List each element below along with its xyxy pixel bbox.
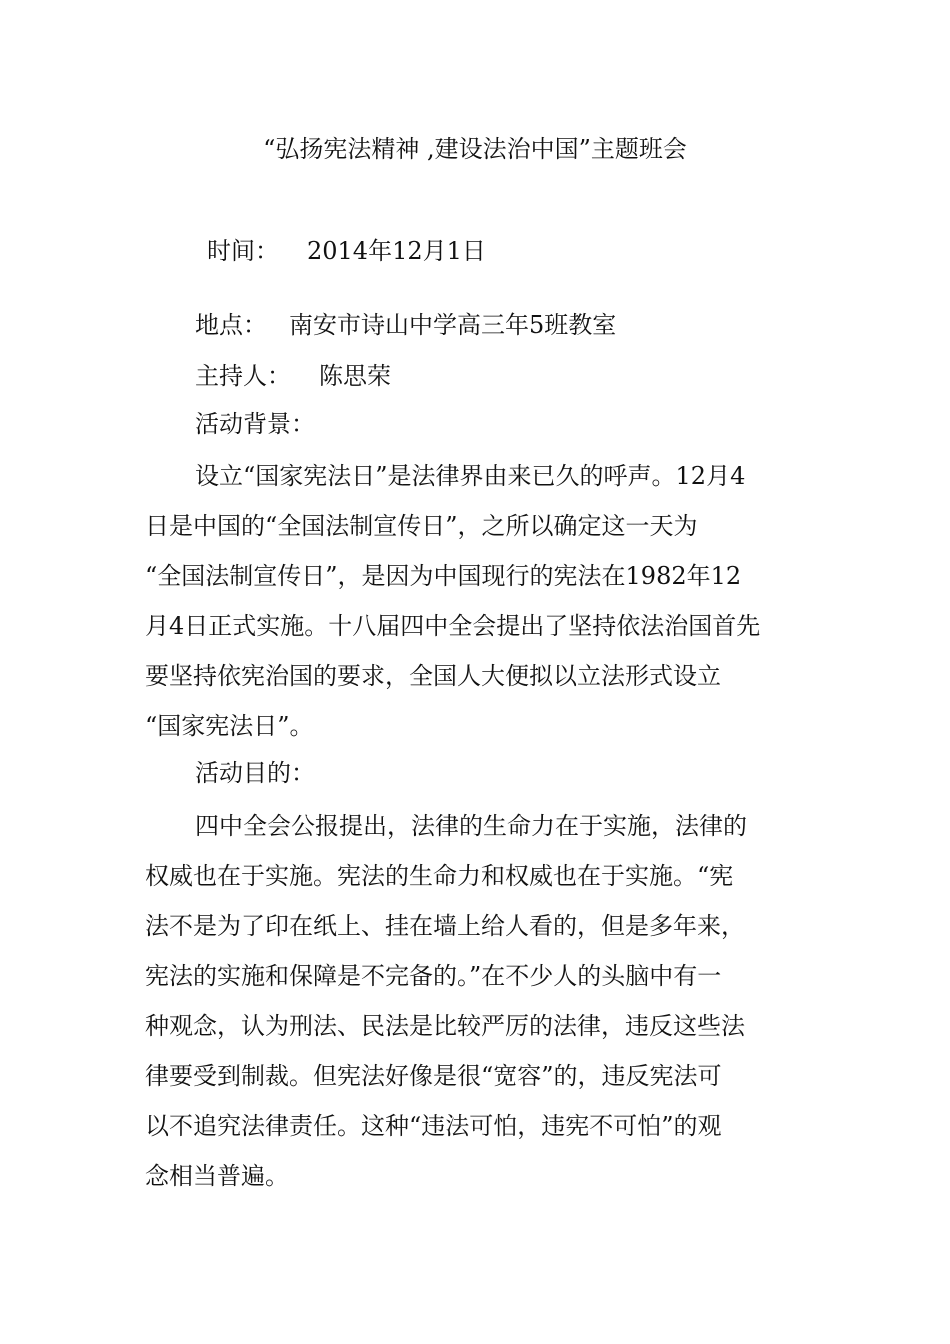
host-label: 主持人： bbox=[195, 362, 291, 390]
place-value: 南安市诗山中学高三年5班教室 bbox=[289, 311, 617, 339]
background-paragraph bbox=[145, 451, 810, 751]
paragraph-line: “全国法制宣传日”，是因为中国现行的宪法在1982年12 bbox=[145, 562, 742, 590]
time-value: 2014年12月1日 bbox=[307, 237, 486, 265]
meeting-time bbox=[207, 235, 486, 267]
paragraph-line: “国家宪法日”。 bbox=[145, 712, 314, 740]
paragraph-line: 四中全会公报提出，法律的生命力在于实施，法律的 bbox=[195, 812, 747, 840]
paragraph-line: 以不追究法律责任。这种“违法可怕，违宪不可怕”的观 bbox=[145, 1112, 722, 1140]
paragraph-line: 权威也在于实施。宪法的生命力和权威也在于实施。“宪 bbox=[145, 862, 734, 890]
paragraph-line: 月4日正式实施。十八届四中全会提出了坚持依法治国首先 bbox=[145, 612, 761, 640]
paragraph-line: 日是中国的“全国法制宣传日”，之所以确定这一天为 bbox=[145, 512, 698, 540]
document-title: “弘扬宪法精神 ,建设法治中国”主题班会 bbox=[263, 135, 687, 163]
place-label: 地点： bbox=[195, 311, 267, 339]
background-heading: 活动背景： bbox=[195, 410, 315, 438]
time-label: 时间： bbox=[207, 237, 279, 265]
paragraph-line: 种观念，认为刑法、民法是比较严厉的法律，违反这些法 bbox=[145, 1012, 745, 1040]
meeting-host bbox=[195, 360, 391, 392]
goal-heading: 活动目的： bbox=[195, 759, 315, 787]
goal-paragraph bbox=[145, 801, 810, 1201]
paragraph-line: 法不是为了印在纸上、挂在墙上给人看的，但是多年来， bbox=[145, 912, 745, 940]
paragraph-line: 设立“国家宪法日”是法律界由来已久的呼声。12月4 bbox=[195, 462, 746, 490]
paragraph-line: 宪法的实施和保障是不完备的。”在不少人的头脑中有一 bbox=[145, 962, 722, 990]
paragraph-line: 律要受到制裁。但宪法好像是很“宽容”的，违反宪法可 bbox=[145, 1062, 722, 1090]
paragraph-line: 要坚持依宪治国的要求，全国人大便拟以立法形式设立 bbox=[145, 662, 721, 690]
host-value: 陈思荣 bbox=[319, 362, 391, 390]
meeting-place bbox=[195, 309, 616, 341]
paragraph-line: 念相当普遍。 bbox=[145, 1162, 289, 1190]
